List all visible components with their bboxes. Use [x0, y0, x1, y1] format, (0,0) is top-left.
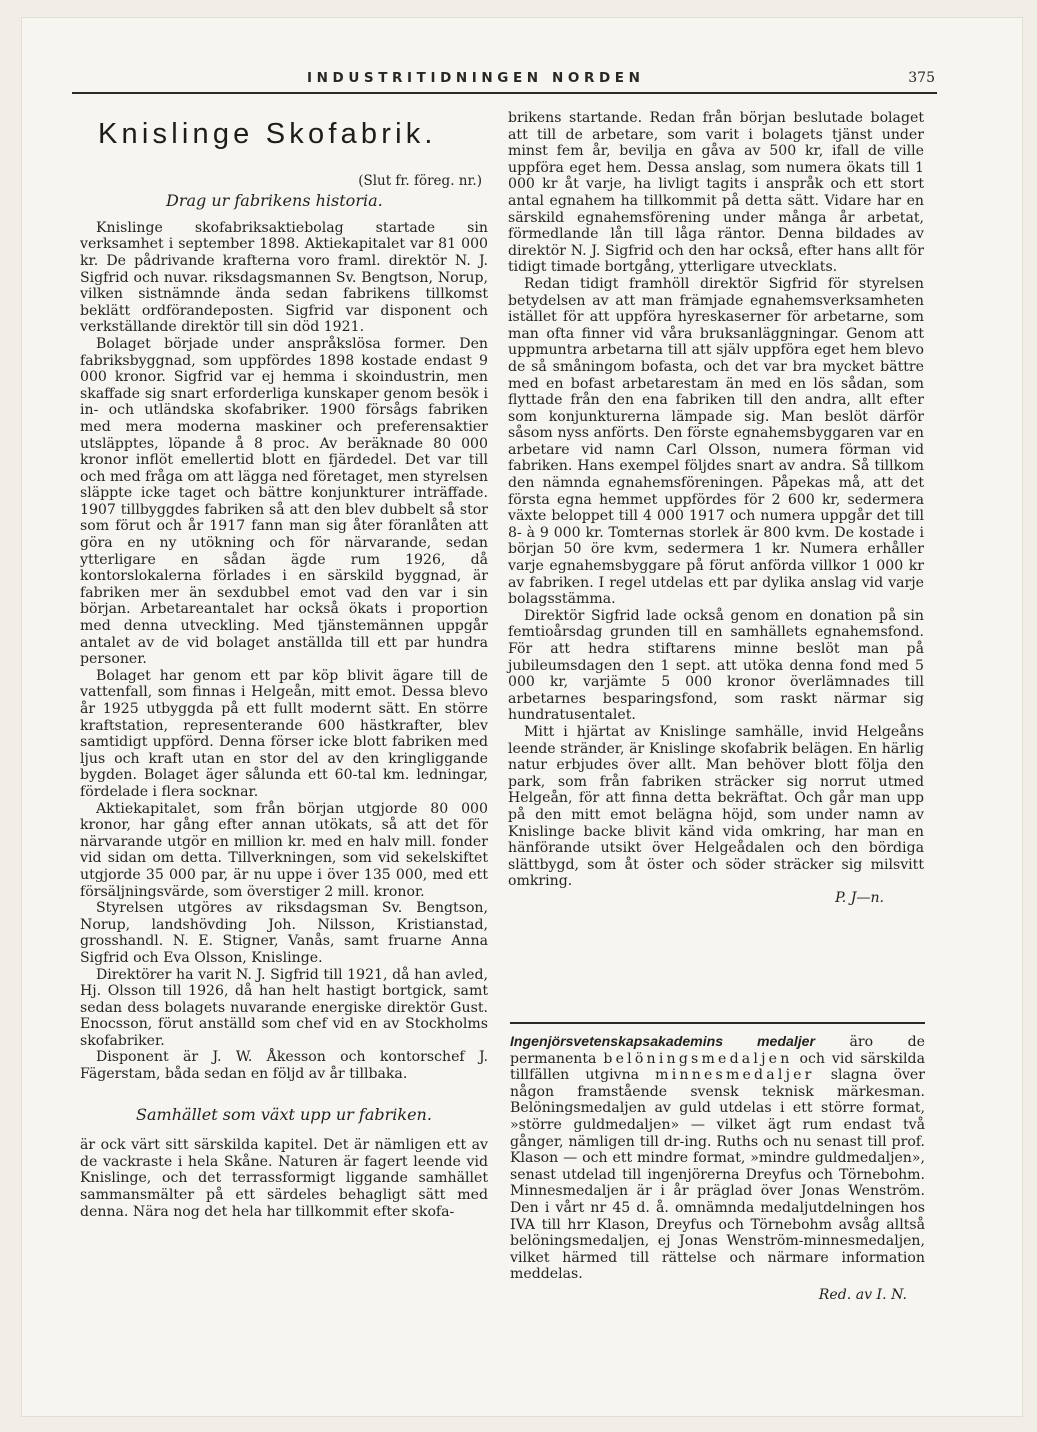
- paragraph: Mitt i hjärtat av Knislinge samhälle, invid Helgeåns leende stränder, är Knislinge skofabrik belägen. En härlig natur erbjudes över allt. Man behöver blott följa den park, som från fabriken sträcker sig norrut utmed Helgeån, för att finna detta bekräftat. Och går man upp på den mitt emot belägna höjd, som under namn av Knislinge backe blivit känd vida omkring, har man en hänförande utsikt över Helgeådalen och den bördiga slättbygd, som åt öster och söder sträcker sig milsvitt omkring.: [508, 723, 924, 890]
- paragraph: Bolaget har genom ett par köp blivit ägare till de vattenfall, som finnas i Helgeån, mitt emot. Dessa blevo år 1925 utbyggda på ett fullt modernt sätt. En större kraftstation, representerande 600 hästkrafter, blev samtidigt uppförd. Denna förser icke blott fabriken med ljus och kraft utan en stor del av den kringliggande bygden. Bolaget äger sålunda ett 60-tal km. ledningar, fördelade i flera socknar.: [80, 667, 488, 800]
- paragraph: Redan tidigt framhöll direktör Sigfrid för styrelsen betydelsen av att man främjade egnahemsverksamheten istället för att uppföra hyreskaserner för arbetarne, som man ofta finner vid våra bruksanläggningar. Genom att uppmuntra arbetarna till att själv uppföra eget hem blevo de så småningom bofasta, och det var bra mycket bättre med en bofast arbetarestam än med en lös sådan, som flyttade från den ena fabriken till den andra, allt efter som konjunkturerna lämpade sig. Man beslöt därför såsom nyss anförts. Den förste egnahemsbyggaren var en arbetare vid namn Carl Olsson, numera förman vid fabriken. Hans exempel följdes snart av andra. Så tillkom den nämnda egnahemsföreningen. Påpekas må, att det första egna hemmet uppfördes för 2 600 kr, sedermera växte beloppet till 4 000 1917 och numera uppgår det till 8- à 9 000 kr. Tomternas storlek är 800 kvm. De kostade i början 50 öre kvm, sedermera 1 kr. Numera erhåller varje egnahemsbyggare på förut anförda villkor 1 000 kr av fabriken. I regel utdelas ett par dylika anslag vid varje bolagsstämma.: [508, 275, 924, 608]
- notice-paragraph: [510, 1033, 925, 1283]
- continued-note: (Slut fr. föreg. nr.): [358, 172, 482, 189]
- notice-lead: Ingenjörsvetenskapsakademins medaljer: [510, 1033, 815, 1049]
- left-column: [80, 110, 488, 1220]
- section-divider: [510, 1022, 925, 1024]
- notice-text: äro de permanenta: [510, 1034, 925, 1067]
- notice-spaced-term: minnesmedaljer: [655, 1067, 815, 1084]
- paragraph: Direktör Sigfrid lade också genom en donation på sin femtioårsdag grunden till en samhällets egnahemsfond. För att hedra stiftarens minne beslöt man på jubileumsdagen den 1 sept. att utöka denna fond med 5 000 kr, varjämte 5 000 kronor överlämnades till arbetarnes besparingsfond, som raskt närmar sig hundratusentalet.: [508, 607, 924, 724]
- notice-text: slagna över någon framstående svensk teknisk märkesman. Belöningsmedaljen av guld utdelas i ett större format, »större guldmedaljen» — vilket ägt rum endast två gånger, nämligen till dr-ing. Ruths och nu senast till prof. Klason — och ett mindre format, »mindre guldmedaljen», senast utdelad till ingenjörerna Dreyfus och Törnebohm. Minnesmedaljen är i år präglad över Jonas Wenström. Den i vårt nr 45 d. å. omnämnda medaljutdelningen hos IVA till hrr Klason, Dreyfus och Törnebohm avsåg alltså belöningsmedaljen, ej Jonas Wenström-minnesmedaljen, vilket härmed till rättelse och närmare information meddelas.: [510, 1067, 925, 1283]
- running-header: [72, 62, 937, 94]
- paragraph: brikens startande. Redan från början beslutade bolaget att till de arbetare, som varit i bolagets tjänst under minst fem år, bevilja en gåva av 500 kr, ifall de ville uppföra eget hem. Dessa anslag, som numera ökats till 1 000 kr åt varje, ha livligt tagits i anspråk och ett stort antal egnahem ha tillkommit på detta sätt. Vidare har en särskild egnahemsförening under många år arbetat, förmedlande lån till låga räntor. Denna bildades av direktör N. J. Sigfrid och den har också, efter hans allt för tidigt timade bortgång, ytterligare utvecklats.: [508, 110, 924, 276]
- paragraph: Disponent är J. W. Åkesson och kontorschef J. Fägerstam, båda sedan en följd av år tillbaka.: [80, 1049, 488, 1083]
- notice-spaced-term: belöningsmedaljen: [603, 1050, 793, 1067]
- notice-signature: Red. av I. N.: [818, 1286, 907, 1303]
- right-column: [508, 110, 924, 907]
- section-heading: Samhället som växt upp ur fabriken.: [136, 1104, 432, 1124]
- medal-notice: [510, 1033, 925, 1304]
- paragraph: är ock värt sitt särskilda kapitel. Det är nämligen ett av de vackraste i hela Skåne. Naturen är fagert leende vid Knislinge, och det terrassformigt liggande samhället sammansmälter på ett särdeles behagligt sätt med denna. Nära nog det hela har tillkommit efter skofa-: [80, 1137, 488, 1220]
- paragraph: Styrelsen utgöres av riksdagsman Sv. Bengtson, Norup, landshövding Joh. Nilsson, Kristianstad, grosshandl. N. E. Stigner, Vanås, samt fruarne Anna Sigfrid och Eva Olsson, Knislinge.: [80, 900, 488, 966]
- article-signature: P. J—n.: [835, 889, 884, 906]
- article-title: Knislinge Skofabrik.: [98, 118, 437, 150]
- notice-text: och vid särskilda tillfällen utgivna: [510, 1050, 925, 1084]
- paragraph: Aktiekapitalet, som från början utgjorde 80 000 kronor, har gång efter annan utökats, så att det för närvarande utgör en million kr. med en halv mill. fonder vid sidan om detta. Tillverkningen, som vid sekelskiftet utgjorde 35 000 par, är nu uppe i över 135 000, med ett försäljningsvärde, som överstiger 2 mill. kronor.: [80, 800, 488, 900]
- paragraph: Knislinge skofabriksaktiebolag startade sin verksamhet i september 1898. Aktiekapitalet var 81 000 kr. De pådrivande krafterna voro framl. direktör N. J. Sigfrid och nuvar. riksdagsmannen Sv. Bengtson, Norup, vilken sistnämnde ända sedan fabrikens tillkomst beklätt ordförandeposten. Sigfrid var disponent och verkställande direktör till sin död 1921.: [80, 219, 488, 336]
- page-number: 375: [908, 70, 935, 86]
- paragraph: Direktörer ha varit N. J. Sigfrid till 1921, då han avled, Hj. Olsson till 1926, då han helt hastigt bortgick, samt sedan dess bolagets nuvarande energiske direktör Gust. Enocsson, förut anställd som chef vid en av Stockholms skofabriker.: [80, 966, 488, 1049]
- article-subtitle: Drag ur fabrikens historia.: [166, 191, 383, 211]
- paragraph: Bolaget började under anspråkslösa former. Den fabriksbyggnad, som uppfördes 1898 kostade endast 9 000 kronor. Sigfrid var ej hemma i skoindustrin, men skaffade sig snart erforderliga kunskaper genom besök i in- och utländska skofabriker. 1900 försågs fabriken med mera moderna maskiner och preferensaktier utsläpptes, löpande å 8 proc. Av beräknade 80 000 kronor inflöt emellertid blott en fjärdedel. Det var till och med fråga om att lägga ned företaget, men styrelsen släppte icke taget och bättre konjunkturer inträffade. 1907 tillbyggdes fabriken så att den blev dubbelt så stor som förut och år 1917 fann man sig åter föranlåten att göra en ny utökning och för närvarande, sedan ytterligare en sådan ägde rum 1926, då kontorslokalerna förlades i en särskild byggnad, är fabriken mer än sexdubbel emot vad den var i sin början. Arbetareantalet har också ökats i proportion med denna utveckling. Med tjänstemännen uppgår antalet av de vid bolaget anställda till ett par hundra personer.: [80, 335, 488, 668]
- journal-title: INDUSTRITIDNINGEN NORDEN: [307, 70, 645, 86]
